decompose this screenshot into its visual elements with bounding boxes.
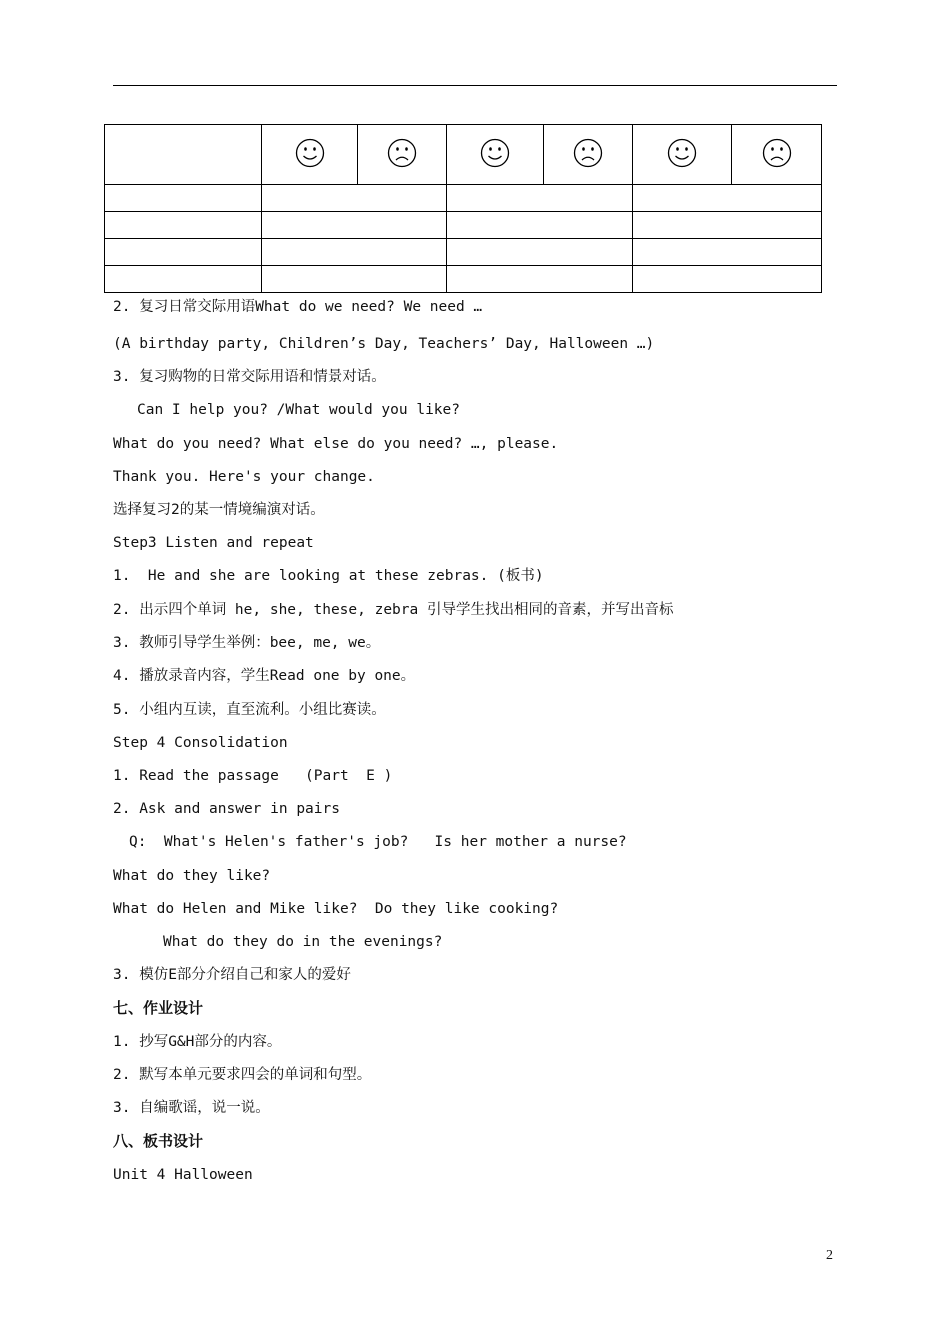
body-line: 1. 抄写G&H部分的内容。 [113,1034,282,1050]
body-line: Thank you. Here's your change. [113,469,375,485]
table-row [105,185,822,212]
body-line: 5. 小组内互读，直至流利。小组比赛读。 [113,702,386,718]
step-heading: Step3 Listen and repeat [113,535,314,551]
body-line: 2. 出示四个单词 he, she, these, zebra 引导学生找出相同的音素，并写出音标 [113,602,674,618]
body-line: 选择复习2的某一情境编演对话。 [113,502,325,518]
table-cell [633,239,822,266]
table-cell [105,266,262,293]
table-row [105,212,822,239]
body-line: What do you need? What else do you need? …, please. [113,436,559,452]
sad-face-icon [573,138,603,168]
table-cell [447,239,633,266]
page-number: 2 [826,1248,833,1263]
body-line: What do Helen and Mike like? Do they like cooking? [113,901,559,917]
body-line: What do they like? [113,868,271,884]
table-cell [447,125,544,185]
sad-face-icon [762,138,792,168]
smiley-face-icon [295,138,325,168]
table-cell [262,185,447,212]
body-line: What do they do in the evenings? [163,934,443,950]
table-cell [447,266,633,293]
table-cell [262,212,447,239]
body-line: 1. Read the passage (Part E ) [113,768,393,784]
body-line: 3. 模仿E部分介绍自己和家人的爱好 [113,967,351,983]
step-heading: Step 4 Consolidation [113,735,288,751]
table-cell [633,125,732,185]
smiley-face-icon [480,138,510,168]
body-line: 2. Ask and answer in pairs [113,801,340,817]
body-line: 3. 自编歌谣，说一说。 [113,1100,270,1116]
body-line: 4. 播放录音内容，学生Read one by one。 [113,668,416,684]
body-line: Can I help you? /What would you like? [137,402,461,418]
body-line: 3. 复习购物的日常交际用语和情景对话。 [113,369,386,385]
table-cell [105,185,262,212]
table-cell [633,266,822,293]
body-line: (A birthday party, Children’s Day, Teachers’ Day, Halloween …) [113,336,655,352]
table-cell [105,125,262,185]
smiley-face-icon [667,138,697,168]
section-heading: 八、板书设计 [113,1132,204,1150]
body-line: 2. 默写本单元要求四会的单词和句型。 [113,1067,372,1083]
body-line: Q: What's Helen's father's job? Is her mother a nurse? [129,834,627,850]
table-row [105,239,822,266]
header-rule [113,85,837,86]
table-cell [633,185,822,212]
body-line: 2. 复习日常交际用语What do we need? We need … [113,299,483,315]
evaluation-table [104,124,822,293]
table-cell [732,125,822,185]
table-cell [447,185,633,212]
table-row [105,266,822,293]
section-heading: 七、作业设计 [113,999,204,1017]
sad-face-icon [387,138,417,168]
table-cell [544,125,633,185]
table-cell [358,125,447,185]
table-cell [262,266,447,293]
body-line: Unit 4 Halloween [113,1167,253,1183]
table-cell [447,212,633,239]
table-cell [105,212,262,239]
table-cell [262,125,358,185]
table-cell [633,212,822,239]
table-header-row [105,125,822,185]
table-cell [262,239,447,266]
body-line: 1. He and she are looking at these zebras. (板书) [113,568,544,584]
table-cell [105,239,262,266]
body-line: 3. 教师引导学生举例：bee, me, we。 [113,635,381,651]
